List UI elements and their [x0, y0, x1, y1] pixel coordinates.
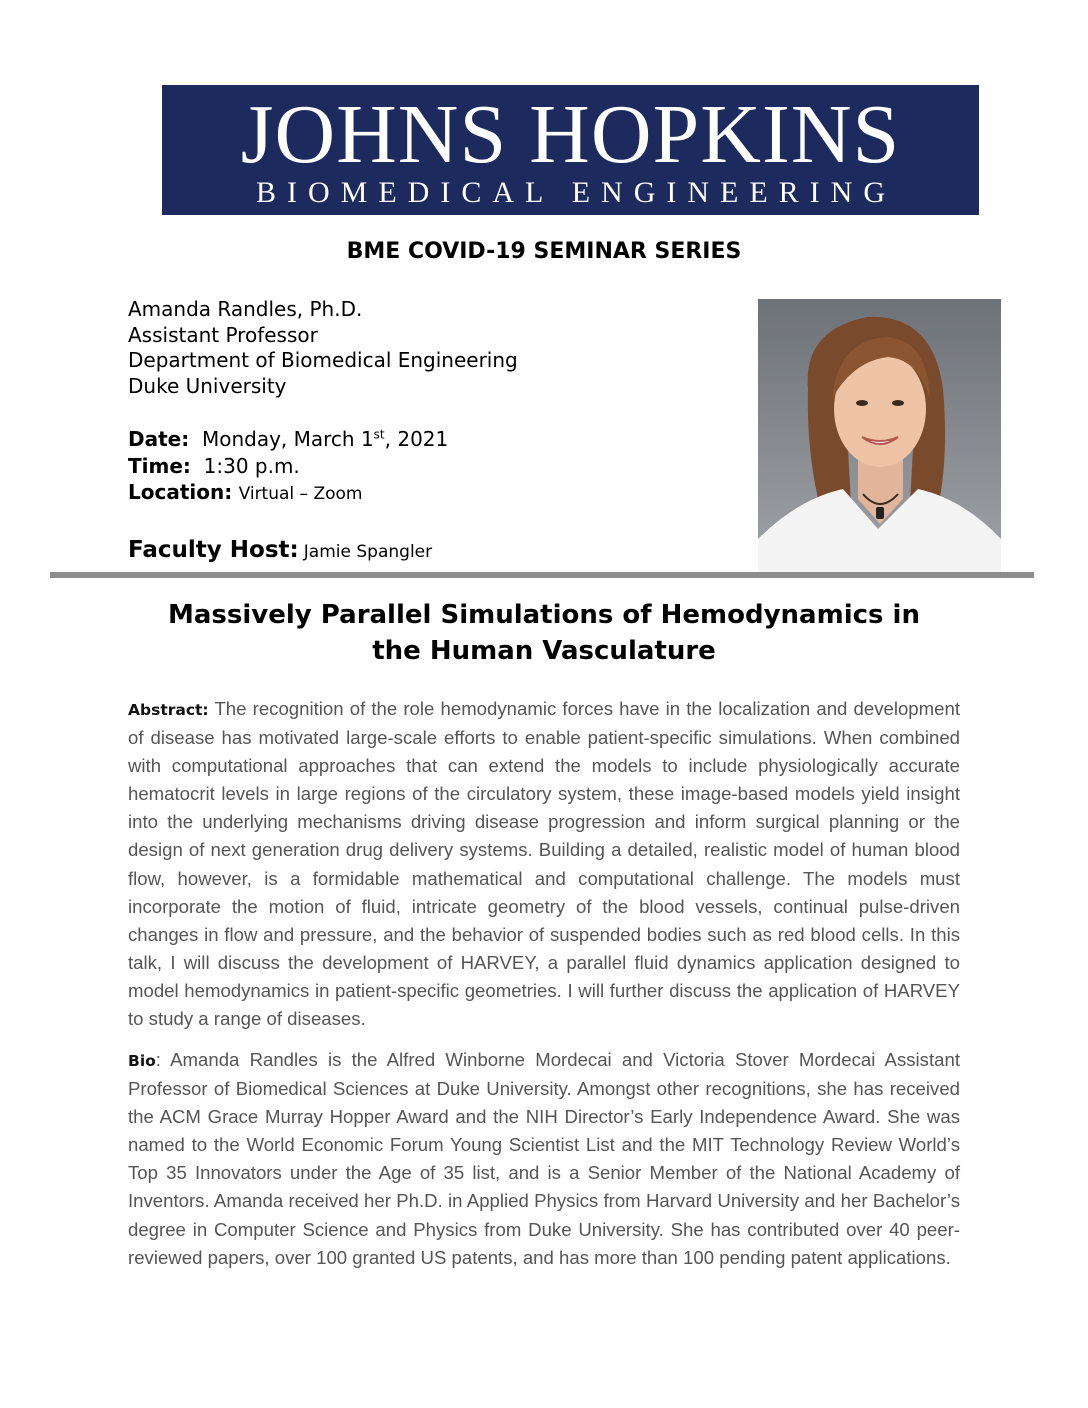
- talk-title: [100, 597, 988, 669]
- logo-line-2: BIOMEDICAL ENGINEERING: [256, 176, 896, 209]
- date-suffix: st: [373, 427, 385, 442]
- speaker-photo: [758, 299, 1001, 577]
- bio-label: Bio: [128, 1052, 156, 1070]
- faculty-host: [128, 537, 432, 563]
- talk-title-line-2: the Human Vasculature: [372, 636, 716, 666]
- location-row: [128, 479, 448, 508]
- johns-hopkins-bme-logo: [162, 85, 979, 215]
- location-value: Virtual – Zoom: [238, 484, 363, 504]
- speaker-department: Department of Biomedical Engineering: [128, 348, 518, 372]
- time-row: [128, 453, 448, 480]
- talk-title-line-1: Massively Parallel Simulations of Hemodynamics in: [168, 600, 920, 630]
- host-value: Jamie Spangler: [303, 542, 433, 562]
- host-label: Faculty Host:: [128, 537, 299, 563]
- date-value: Monday, March 1: [201, 427, 374, 451]
- logo-line-1: JOHNS HOPKINS: [240, 88, 901, 181]
- time-value: 1:30 p.m.: [203, 453, 300, 478]
- speaker-portrait-image: [758, 299, 1001, 577]
- bio-text: : Amanda Randles is the Alfred Winborne Mordecai and Victoria Stover Mordecai Assistant Professor of Biomedical Sciences at Duke University. Amongst other recognitions, she has received the ACM Grace Murray Hopper Award and the NIH Director’s Early Independence Award. She was named to the World Economic Forum Young Scientist List and the MIT Technology Review World’s Top 35 Innovators under the Age of 35 list, and is a Senior Member of the National Academy of Inventors. Amanda received her Ph.D. in Applied Physics from Harvard University and her Bachelor’s degree in Computer Science and Physics from Duke University. She has contributed over 40 peer-reviewed papers, over 100 granted US patents, and has more than 100 pending patent applications.: [128, 1049, 960, 1268]
- speaker-position: Assistant Professor: [128, 322, 318, 347]
- abstract-paragraph: [128, 695, 960, 1033]
- bio-paragraph: [128, 1046, 960, 1272]
- date-row: [128, 426, 448, 453]
- date-year: , 2021: [384, 427, 449, 451]
- event-details: [128, 426, 448, 508]
- date-label: Date:: [128, 427, 190, 451]
- abstract-text: The recognition of the role hemodynamic forces have in the localization and development of disease has motivated large-scale efforts to enable patient-specific simulations. When combined with computational approaches that can extend the models to include physiologically accurate hematocrit levels in large regions of the circulatory system, these image-based models yield insight into the underlying mechanisms driving disease progression and inform surgical planning or the design of next generation drug delivery systems. Building a detailed, realistic model of human blood flow, however, is a formidable mathematical and computational challenge. The models must incorporate the motion of fluid, intricate geometry of the blood vessels, continual pulse-driven changes in flow and pressure, and the behavior of suspended bodies such as red blood cells. In this talk, I will discuss the development of HARVEY, a parallel fluid dynamics application designed to model hemodynamics in patient-specific geometries. I will further discuss the application of HARVEY to study a range of diseases.: [128, 698, 960, 1030]
- speaker-info: [128, 297, 518, 399]
- location-label: Location:: [128, 480, 233, 504]
- section-divider: [50, 572, 1034, 578]
- speaker-university: Duke University: [128, 373, 287, 398]
- speaker-name: Amanda Randles, Ph.D.: [128, 297, 363, 321]
- seminar-series-title: BME COVID-19 SEMINAR SERIES: [346, 239, 742, 264]
- time-label: Time:: [128, 453, 191, 478]
- abstract-label: Abstract:: [128, 701, 209, 719]
